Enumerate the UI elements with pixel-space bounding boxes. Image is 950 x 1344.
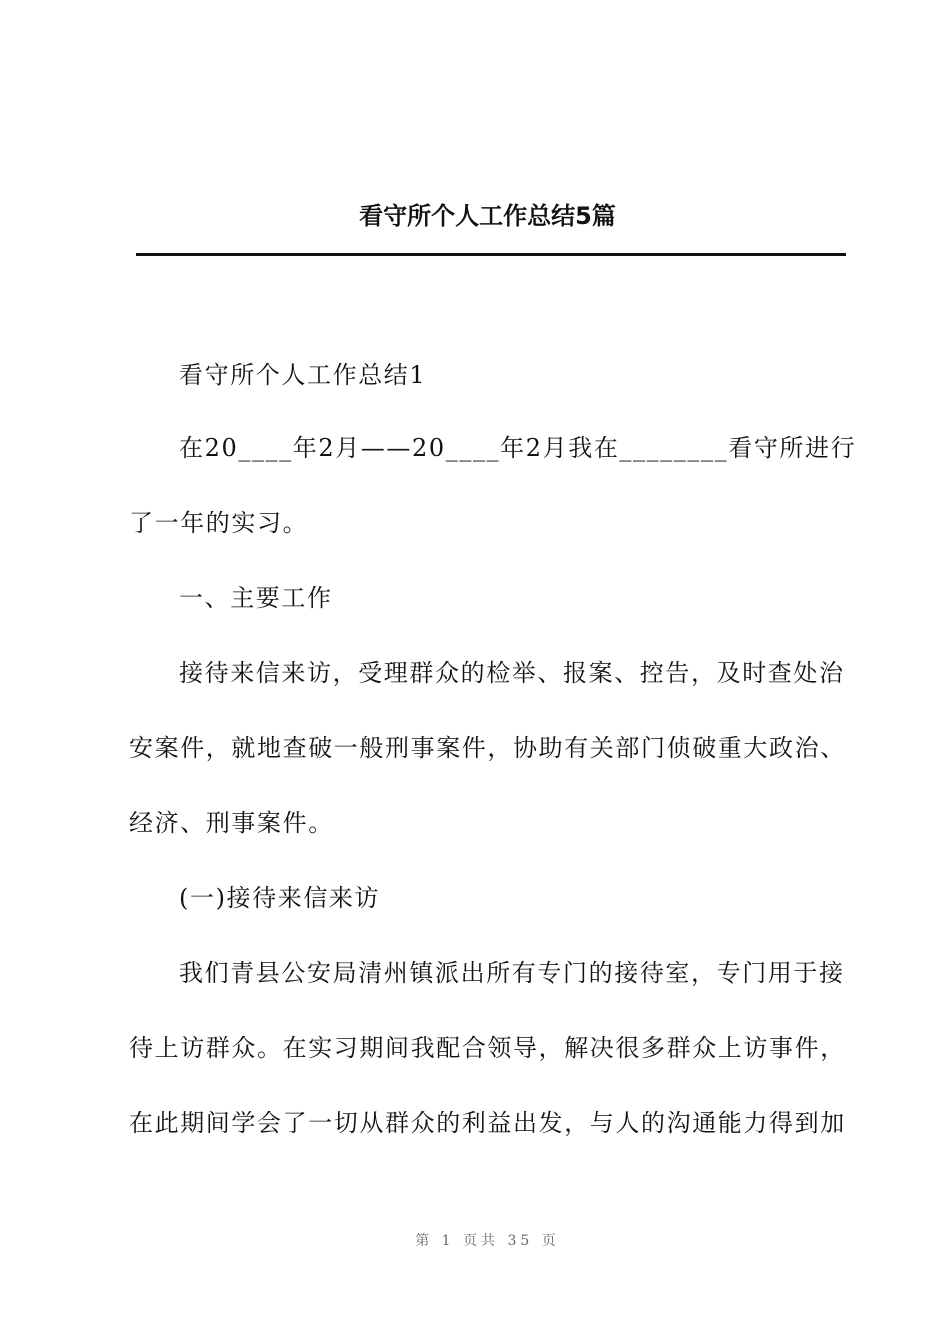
page-title: 看守所个人工作总结5篇 [359,202,616,230]
paragraph-line: 我们青县公安局清州镇派出所有专门的接待室，专门用于接 [179,959,845,987]
section-heading: 一、主要工作 [179,584,333,612]
paragraph-line: 待上访群众。在实习期间我配合领导，解决很多群众上访事件， [129,1034,846,1062]
subsection-heading: (一)接待来信来访 [179,884,381,912]
section-heading: 看守所个人工作总结1 [179,361,427,389]
paragraph-line: 在此期间学会了一切从群众的利益出发，与人的沟通能力得到加 [129,1109,846,1137]
page-footer: 第 1 页共 35 页 [415,1233,560,1249]
title-divider [136,253,846,256]
paragraph-line: 了一年的实习。 [129,509,309,537]
paragraph-line: 经济、刑事案件。 [129,809,334,837]
paragraph-line: 安案件，就地查破一般刑事案件，协助有关部门侦破重大政治、 [129,734,846,762]
paragraph-line: 接待来信来访，受理群众的检举、报案、控告，及时查处治 [179,659,845,687]
paragraph-line: 在20____年2月——20____年2月我在________看守所进行 [179,434,857,462]
